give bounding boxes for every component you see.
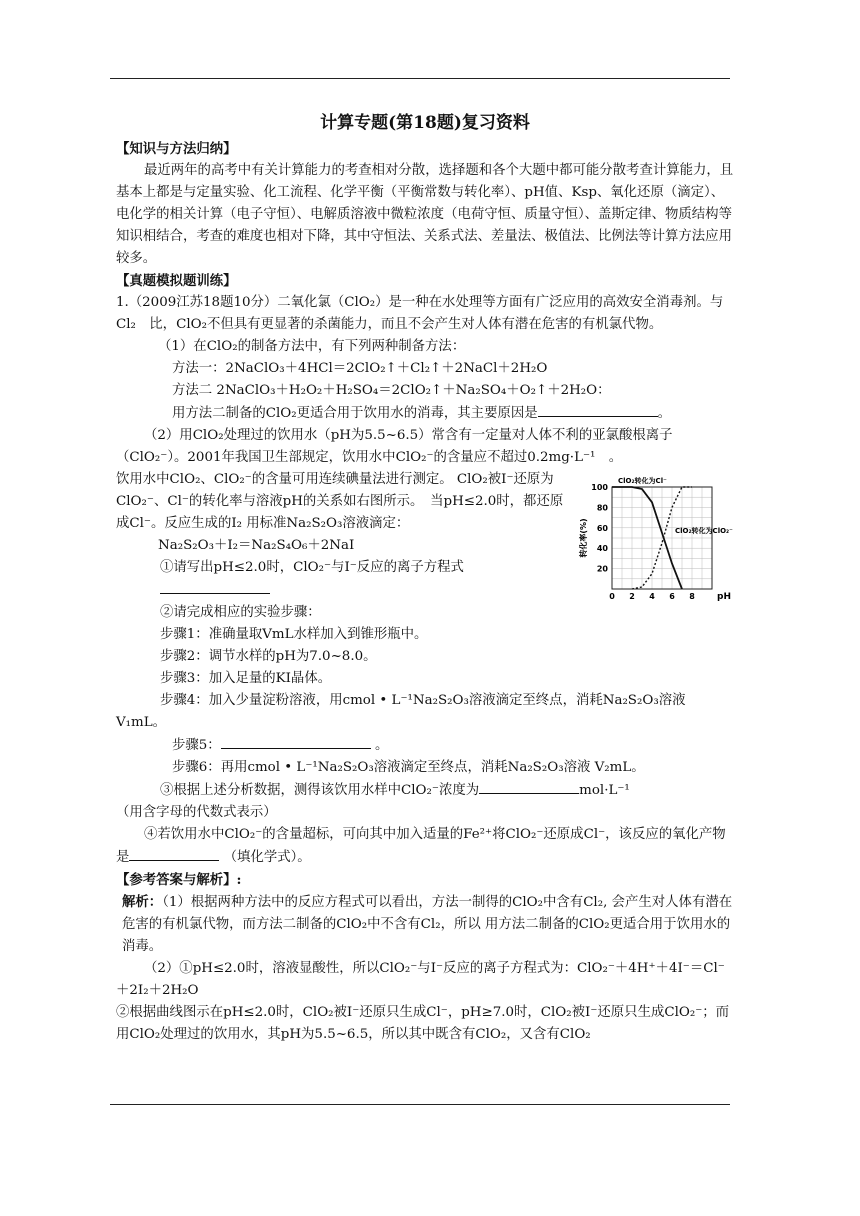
answer-part-1-text: （1）根据两种方法中的反应方程式可以看出，方法一制得的ClO₂中含有Cl₂, 会产生对人体有潜在危害的有机氯代物，而方法二制备的ClO₂中不含有Cl₂，所以 用方法二制备的ClO₂更适合用于饮用水的消毒。 xyxy=(122,895,733,954)
chart-x-axis-label: pH xyxy=(717,592,731,602)
step-1: 步骤1：准确量取VmL水样加入到锥形瓶中。 xyxy=(160,627,428,642)
answer-blank-ion-equation[interactable] xyxy=(160,579,270,594)
chart-y-tick-label: 100 xyxy=(591,483,608,492)
answer-blank-oxidation-product[interactable] xyxy=(129,846,219,861)
measurement-description: 饮用水中ClO₂、ClO₂⁻的含量可用连续碘量法进行测定。 ClO₂被I⁻还原为ClO₂⁻、Cl⁻的转化率与溶液pH的关系如右图所示。 当pH≤2.0时，都还原成Cl⁻。反应生成的I₂ 用标准Na₂S₂O₃溶液滴定： xyxy=(116,472,564,531)
sub-question-3 xyxy=(116,779,734,802)
method-reason-text: 用方法二制备的ClO₂更适合用于饮用水的消毒，其主要原因是 xyxy=(172,406,538,421)
chart-y-tick-label: 80 xyxy=(596,503,608,513)
sub-question-4 xyxy=(116,824,734,869)
chart-x-tick-label: 2 xyxy=(629,592,635,601)
question-part-2: （2）用ClO₂处理过的饮用水（pH为5.5~6.5）常含有一定量对人体不利的亚氯酸根离子（ClO₂⁻）。2001年我国卫生部规定，饮用水中ClO₂⁻的含量应不超过0.2mg·L⁻¹ 。 xyxy=(116,428,673,465)
sub-question-3-note: （用含字母的代数式表示） xyxy=(116,805,277,820)
chart-x-tick-label: 6 xyxy=(669,592,675,601)
method-reason-question xyxy=(116,402,734,425)
method-two-equation: 方法二 2NaClO₃＋H₂O₂＋H₂SO₄＝2ClO₂↑＋Na₂SO₄＋O₂↑＋2H₂O： xyxy=(172,383,611,398)
chart-x-tick-label: 4 xyxy=(649,592,655,601)
conversion-chart-svg xyxy=(574,471,734,607)
chart-y-tick-label: 60 xyxy=(596,523,608,533)
sub-question-3-text: ③根据上述分析数据，测得该饮用水样中ClO₂⁻浓度为 xyxy=(160,783,480,798)
chart-x-tick-label: 8 xyxy=(689,592,695,601)
method-reason-end: 。 xyxy=(657,406,672,421)
chart-x-tick-label: 0 xyxy=(609,592,615,601)
step-2: 步骤2：调节水样的pH为7.0~8.0。 xyxy=(160,649,377,664)
section-heading-exercises: 【真题模拟题训练】 xyxy=(116,273,237,289)
chart-series-label-2: ClO₂转化为ClO₂⁻ xyxy=(675,526,733,535)
document-body xyxy=(116,112,734,1046)
answer-blank-step-5[interactable] xyxy=(221,734,371,749)
step-5-label: 步骤5： xyxy=(172,738,221,753)
step-4: 步骤4：加入少量淀粉溶液，用cmol • L⁻¹Na₂S₂O₃溶液滴定至终点，消耗Na₂S₂O₃溶液V₁mL。 xyxy=(116,693,686,730)
answer-part-3: ②根据曲线图示在pH≤2.0时，ClO₂被I⁻还原只生成Cl⁻，pH≥7.0时，ClO₂被I⁻还原只生成ClO₂⁻；而用ClO₂处理过的饮用水，其pH为5.5~6.5，所以其中既含有ClO₂，又含有ClO₂ xyxy=(116,1005,730,1042)
top-rule xyxy=(110,78,730,79)
question-intro: 1.（2009江苏18题10分）二氧化氯（ClO₂）是一种在水处理等方面有广泛应用的高效安全消毒剂。与Cl₂ 比，ClO₂不但具有更显著的杀菌能力，而且不会产生对人体有潜在危害的有机氯代物。 xyxy=(116,295,724,332)
step-5-end: 。 xyxy=(370,738,389,753)
sub-question-1-text: ①请写出pH≤2.0时，ClO₂⁻与I⁻反应的离子方程式 xyxy=(160,560,464,575)
answer-blank-concentration[interactable] xyxy=(479,779,579,794)
section-heading-knowledge: 【知识与方法归纳】 xyxy=(116,141,237,157)
step-5 xyxy=(116,734,734,757)
answer-part-2: （2）①pH≤2.0时，溶液显酸性，所以ClO₂⁻与I⁻反应的离子方程式为：ClO₂⁻＋4H⁺＋4I⁻＝Cl⁻＋2I₂＋2H₂O xyxy=(116,961,725,998)
sub-question-4-text: ④若饮用水中ClO₂⁻的含量超标，可向其中加入适量的Fe²⁺将ClO₂⁻还原成Cl⁻，该反应的氧化产物是 xyxy=(116,827,726,865)
sub-question-3-unit: mol·L⁻¹ xyxy=(579,783,630,798)
chart-y-tick-label: 40 xyxy=(596,544,608,554)
chart-series-label-1: ClO₂转化为Cl⁻ xyxy=(618,477,667,485)
chart-y-axis-label: 转化率(%) xyxy=(579,518,588,558)
answer-label: 解析： xyxy=(122,894,163,910)
titration-equation: Na₂S₂O₃＋I₂＝Na₂S₄O₆＋2NaI xyxy=(158,538,355,553)
answer-blank-reason[interactable] xyxy=(538,402,658,417)
chart-y-tick-label: 20 xyxy=(596,564,608,574)
section-heading-answers: 【参考答案与解析】: xyxy=(116,872,242,888)
page-title: 计算专题(第18题)复习资料 xyxy=(320,113,530,133)
knowledge-paragraph: 最近两年的高考中有关计算能力的考查相对分散，选择题和各个大题中都可能分散考查计算能力，且基本上都是与定量实验、化工流程、化学平衡（平衡常数与转化率）、pH值、Ksp、氧化还原（滴定）、电化学的相关计算（电子守恒）、电解质溶液中微粒浓度（电荷守恒、质量守恒）、盖斯定律、物质结构等知识相结合，考查的难度也相对下降，其中守恒法、关系式法、差量法、极值法、比例法等计算方法应用较多。 xyxy=(116,163,734,266)
method-one-equation: 方法一：2NaClO₃＋4HCl＝2ClO₂↑＋Cl₂↑＋2NaCl＋2H₂O xyxy=(172,361,548,376)
sub-question-2: ②请完成相应的实验步骤： xyxy=(160,605,321,620)
step-6: 步骤6：再用cmol • L⁻¹Na₂S₂O₃溶液滴定至终点，消耗Na₂S₂O₃溶液 V₂mL。 xyxy=(172,760,645,775)
conversion-chart xyxy=(574,471,734,607)
bottom-rule xyxy=(110,1104,730,1105)
step-3: 步骤3：加入足量的KI晶体。 xyxy=(160,671,332,686)
answer-part-1 xyxy=(116,891,734,958)
question-part-1: （1）在ClO₂的制备方法中，有下列两种制备方法： xyxy=(158,339,466,354)
sub-question-4-end: （填化学式）。 xyxy=(219,850,311,865)
